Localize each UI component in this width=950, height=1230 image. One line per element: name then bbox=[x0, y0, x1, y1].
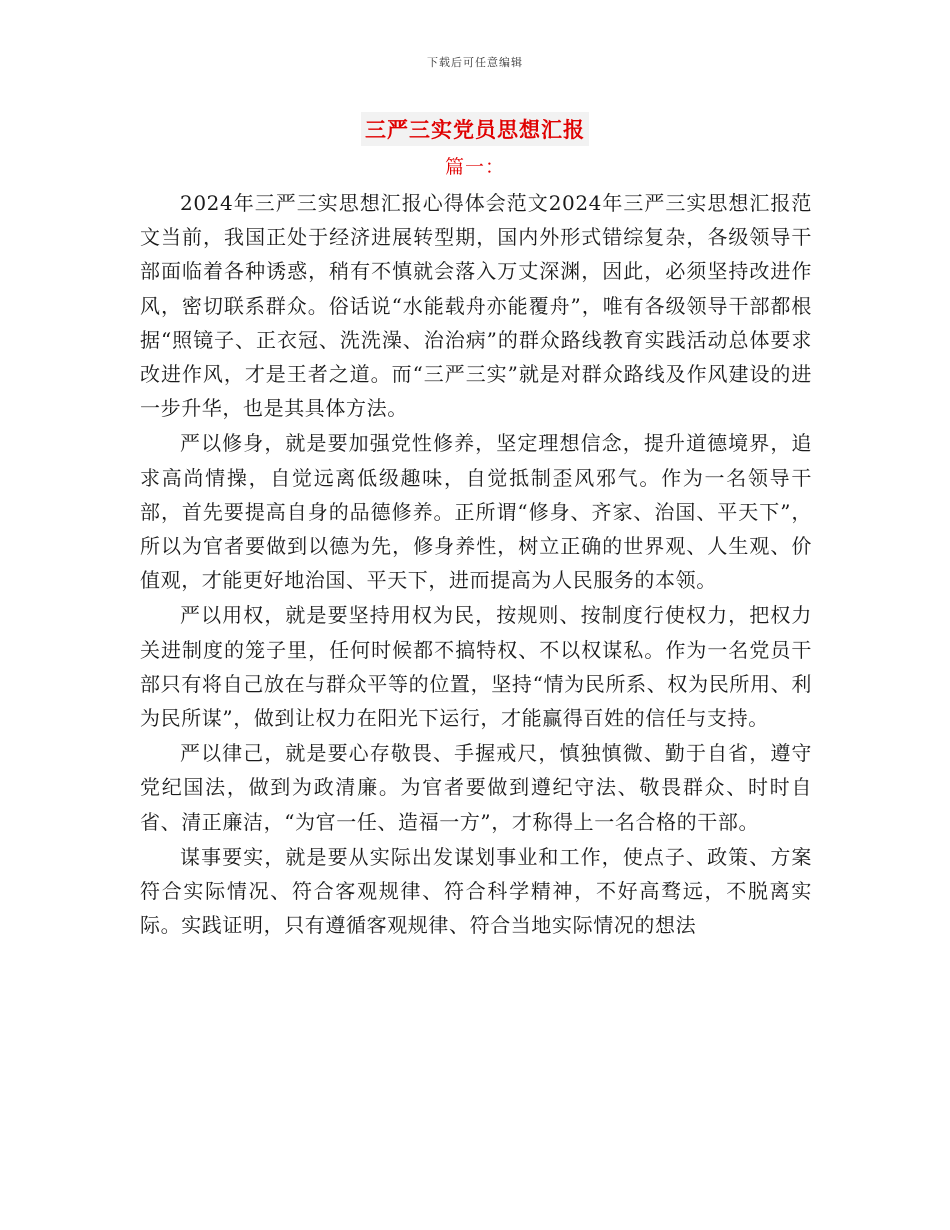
paragraph-2: 严以修身，就是要加强党性修养，坚定理想信念，提升道德境界，追求高尚情操，自觉远离低级趣味，自觉抵制歪风邪气。作为一名领导干部，首先要提高自身的品德修养。正所谓“修身、齐家、治国、平天下”，所以为官者要做到以德为先，修身养性，树立正确的世界观、人生观、价值观，才能更好地治国、平天下，进而提高为人民服务的本领。 bbox=[140, 431, 812, 593]
document-body bbox=[140, 186, 812, 943]
section-label: 篇一： bbox=[444, 156, 505, 178]
document-title: 三严三实党员思想汇报 bbox=[361, 112, 589, 146]
document-title-container bbox=[0, 112, 950, 146]
paragraph-5: 谋事要实，就是要从实际出发谋划事业和工作，使点子、政策、方案符合实际情况、符合客观规律、符合科学精神，不好高骛远，不脱离实际。实践证明，只有遵循客观规律、符合当地实际情况的想法 bbox=[140, 844, 812, 938]
paragraph-3: 严以用权，就是要坚持用权为民，按规则、按制度行使权力，把权力关进制度的笼子里，任何时候都不搞特权、不以权谋私。作为一名党员干部只有将自己放在与群众平等的位置，坚持“情为民所系、权为民所用、利为民所谋”，做到让权力在阳光下运行，才能赢得百姓的信任与支持。 bbox=[140, 603, 812, 731]
page-header-note: 下载后可任意编辑 bbox=[427, 56, 523, 69]
paragraph-1: 2024年三严三实思想汇报心得体会范文2024年三严三实思想汇报范文当前，我国正处于经济进展转型期，国内外形式错综复杂，各级领导干部面临着各种诱惑，稍有不慎就会落入万丈深渊，因此，必须坚持改进作风，密切联系群众。俗话说“水能载舟亦能覆舟”，唯有各级领导干部都根据“照镜子、正衣冠、洗洗澡、治治病”的群众路线教育实践活动总体要求改进作风，才是王者之道。而“三严三实”就是对群众路线及作风建设的进一步升华，也是其具体方法。 bbox=[140, 191, 812, 421]
paragraph-4: 严以律己，就是要心存敬畏、手握戒尺，慎独慎微、勤于自省，遵守党纪国法，做到为政清廉。为官者要做到遵纪守法、敬畏群众、时时自省、清正廉洁，“为官一任、造福一方”，才称得上一名合格的干部。 bbox=[140, 741, 812, 834]
